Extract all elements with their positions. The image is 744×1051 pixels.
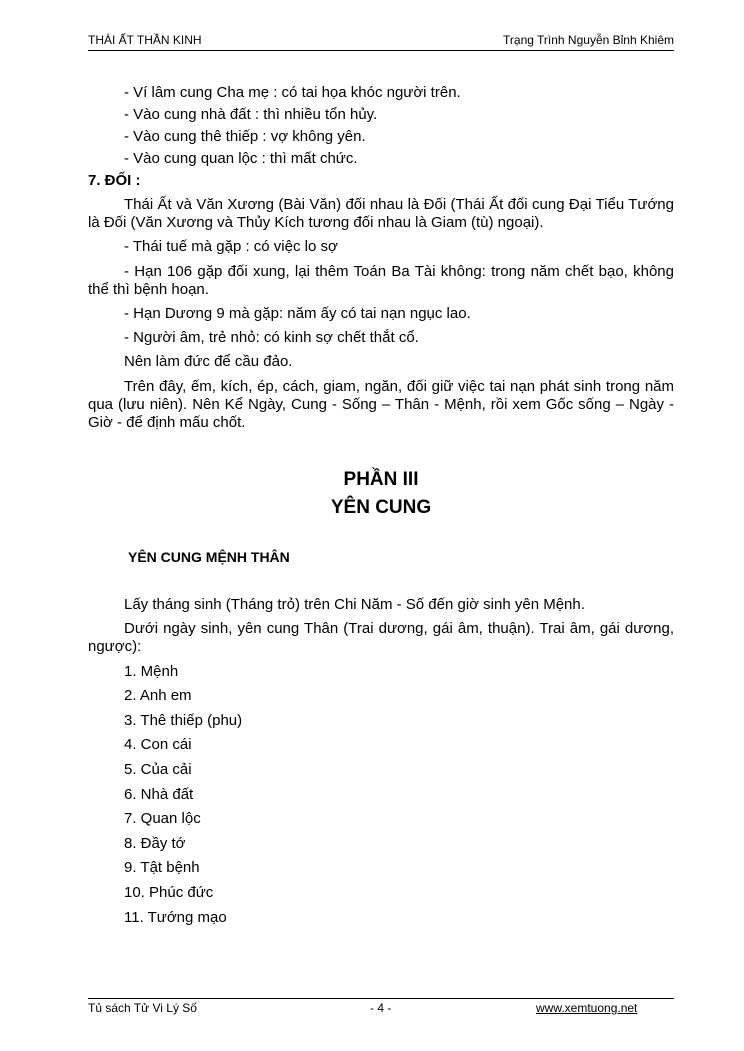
- body-paragraph: - Thái tuế mà gặp : có việc lo sợ: [124, 238, 338, 256]
- list-item: 4. Con cái: [124, 736, 192, 754]
- body-paragraph: Nên làm đức để cầu đảo.: [124, 353, 293, 371]
- palace-list: [88, 663, 674, 934]
- list-item: 5. Của cải: [124, 761, 192, 779]
- body-line: - Ví lâm cung Cha mẹ : có tai họa khóc người trên.: [124, 84, 461, 101]
- body-paragraph: Trên đây, ếm, kích, ép, cách, giam, ngăn, đối giữ việc tai nạn phát sinh trong năm qua (lưu niên). Nên Kể Ngày, Cung - Sống – Thân - Mệnh, rồi xem Gốc sống – Ngày - Giờ - để định mấu chốt.: [88, 377, 674, 431]
- page-number: - 4 -: [370, 1001, 392, 1015]
- sub-heading: YÊN CUNG MỆNH THÂN: [128, 549, 290, 566]
- page-content: [88, 84, 674, 933]
- page-footer: [88, 998, 674, 1019]
- part-subtitle: YÊN CUNG: [330, 497, 432, 519]
- header-author: Trạng Trình Nguyễn Bỉnh Khiêm: [503, 33, 674, 47]
- intro-paragraph: Lấy tháng sinh (Tháng trỏ) trên Chi Năm - Số đến giờ sinh yên Mệnh.: [124, 596, 585, 614]
- body-paragraph: Thái Ất và Văn Xương (Bài Văn) đối nhau là Đối (Thái Ất đối cung Đại Tiểu Tướng là Đối (Văn Xương và Thủy Kích tương đối nhau là Giam (tù) ngoại).: [88, 196, 674, 231]
- list-item: 1. Mệnh: [124, 662, 179, 680]
- list-item: 7. Quan lộc: [124, 810, 201, 828]
- list-item: 6. Nhà đất: [124, 785, 194, 803]
- body-line: - Vào cung thê thiếp : vợ không yên.: [124, 128, 366, 145]
- body-paragraph: - Người âm, trẻ nhỏ: có kinh sợ chết thắt cổ.: [124, 329, 419, 347]
- footer-series: Tủ sách Tử Vi Lý Số: [88, 1001, 197, 1015]
- list-item: 3. Thê thiếp (phu): [124, 711, 243, 729]
- body-line: - Vào cung quan lộc : thì mất chức.: [124, 150, 358, 167]
- list-item: 10. Phúc đức: [124, 884, 214, 902]
- header-book-title: THÁI ẤT THẦN KINH: [88, 33, 202, 47]
- footer-website-link[interactable]: www.xemtuong.net: [536, 1001, 638, 1015]
- page-header: [88, 30, 674, 51]
- intro-paragraph: Dưới ngày sinh, yên cung Thân (Trai dương, gái âm, thuận). Trai âm, gái dương, ngược):: [88, 620, 674, 656]
- list-item: 9. Tật bệnh: [124, 859, 200, 877]
- list-item: 2. Anh em: [124, 687, 192, 705]
- list-item: 8. Đầy tớ: [124, 834, 186, 852]
- body-line: - Vào cung nhà đất : thì nhiều tổn hủy.: [124, 106, 378, 123]
- list-item: 11. Tướng mạo: [124, 908, 227, 926]
- section-heading: 7. ĐỐI :: [88, 172, 141, 189]
- body-paragraph: - Hạn Dương 9 mà gặp: năm ấy có tai nạn ngục lao.: [124, 304, 471, 322]
- part-title: PHẦN III: [343, 469, 419, 491]
- body-paragraph: - Hạn 106 gặp đối xung, lại thêm Toán Ba Tài không: trong năm chết bạo, không thể thì bệnh hoạn.: [88, 262, 674, 298]
